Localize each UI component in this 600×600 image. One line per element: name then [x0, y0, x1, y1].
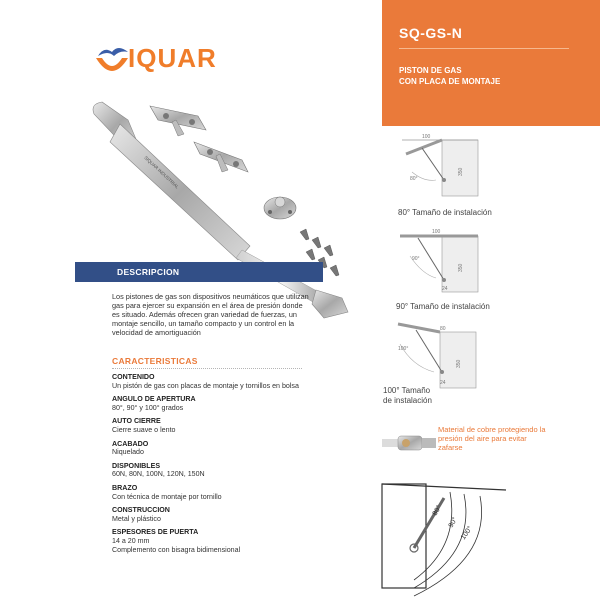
- piston-closeup: [382, 430, 438, 458]
- spec-item: DISPONIBLES 60N, 80N, 100N, 120N, 150N: [112, 461, 205, 479]
- spec-item: ACABADO Niquelado: [112, 439, 149, 457]
- spec-item: AUTO CIERRE Cierre suave o lento: [112, 417, 176, 434]
- svg-text:24: 24: [440, 380, 446, 386]
- mounting-plate-round: [264, 197, 296, 219]
- svg-text:90°: 90°: [447, 516, 460, 529]
- gas-piston: [93, 102, 348, 318]
- product-code: SQ-GS-N: [399, 25, 463, 41]
- material-note: Material de cobre protegiendo la presión del aire para evitar zafarse: [438, 425, 546, 452]
- logo-mark-icon: [92, 40, 132, 80]
- svg-text:80°: 80°: [431, 504, 444, 517]
- diagram-80-caption: 80° Tamaño de instalación: [398, 208, 492, 217]
- characteristics-heading: CARACTERISTICAS: [112, 356, 198, 366]
- header-panel: [382, 0, 600, 126]
- mounting-plate-middle: [194, 142, 248, 172]
- svg-text:100: 100: [432, 229, 441, 235]
- spec-item: ESPESORES DE PUERTA 14 a 20 mm Complemento con bisagra bidimensional: [112, 528, 241, 554]
- diagram-80: [392, 132, 482, 204]
- piston-label: SIQUAR INDUSTRIAL: [143, 155, 180, 190]
- characteristics-divider: [112, 368, 302, 369]
- svg-text:80°: 80°: [410, 176, 418, 182]
- description-text: Los pistones de gas son dispositivos neumáticos que utilizan gas para ejercer su expansión en el área de presión donde es situado. Además ofrecen gran variedad de fuerzas, un montaje sencillo, un tamaño compacto y un control en la velocidad de amortiguación: [112, 292, 309, 337]
- svg-text:24: 24: [442, 286, 448, 292]
- arc-diagram: [380, 476, 510, 600]
- mounting-plate-top: [150, 106, 206, 136]
- svg-text:100: 100: [422, 134, 431, 140]
- header-divider: [399, 48, 569, 49]
- svg-text:100°: 100°: [459, 525, 474, 542]
- description-heading: DESCRIPCION: [117, 267, 180, 277]
- svg-text:350: 350: [458, 167, 464, 176]
- diagram-100-caption: 100° Tamaño de instalación: [383, 386, 432, 405]
- brand-name: IQUAR: [128, 43, 217, 73]
- svg-text:100°: 100°: [398, 346, 409, 352]
- diagram-90: [392, 228, 482, 300]
- svg-text:350: 350: [458, 263, 464, 272]
- diagram-100: [382, 322, 482, 392]
- diagram-90-caption: 90° Tamaño de instalación: [396, 302, 490, 311]
- description-header: [75, 262, 323, 282]
- spec-item: BRAZO Con técnica de montaje por tornillo: [112, 483, 222, 501]
- svg-text:90°: 90°: [412, 256, 420, 262]
- svg-text:350: 350: [456, 359, 462, 368]
- brand-logo: [92, 40, 222, 80]
- spec-item: CONSTRUCCION Metal y plástico: [112, 506, 170, 523]
- spec-item: ANGULO DE APERTURA 80°, 90° y 100° grados: [112, 395, 196, 412]
- svg-text:80: 80: [440, 326, 446, 332]
- characteristics-list: [112, 373, 312, 559]
- spec-item: CONTENIDO Un pistón de gas con placas de montaje y tornillos en bolsa: [112, 373, 299, 390]
- product-title: PISTON DE GAS CON PLACA DE MONTAJE: [399, 66, 501, 86]
